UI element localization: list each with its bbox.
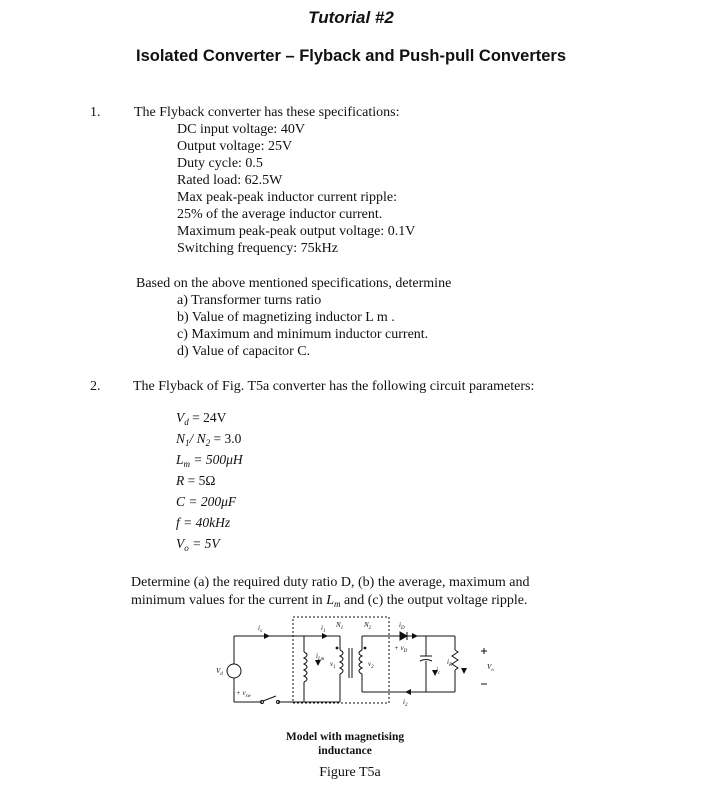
- spec-item: Switching frequency: 75kHz: [177, 241, 338, 256]
- param-r: R = 5Ω: [176, 473, 216, 488]
- label-vD: + $v_D$: [394, 644, 408, 654]
- question-number: 2.: [90, 379, 101, 394]
- label-n1: $N_1$: [336, 621, 344, 631]
- spec-item: 25% of the average inductor current.: [177, 207, 383, 222]
- label-ir: $i_R$: [447, 658, 453, 668]
- param-c: C = 200μF: [176, 494, 237, 509]
- flyback-circuit-diagram: [200, 612, 500, 724]
- figure-caption-line-1: Model with magnetising: [285, 731, 405, 743]
- secondary-winding: [359, 650, 362, 674]
- page-subtitle: Isolated Converter – Flyback and Push-pull Converters: [135, 47, 567, 65]
- question-intro: The Flyback of Fig. T5a converter has the following circuit parameters:: [133, 379, 535, 394]
- param-vd: $V_d = 24V$: [176, 410, 227, 427]
- primary-winding: [340, 650, 343, 674]
- label-vd: $V_d$: [216, 667, 223, 677]
- label-i2: $i_2$: [403, 698, 408, 708]
- param-turns-ratio: $N_1/$ $N_2 = 3.0$: [176, 431, 242, 448]
- task-item: b) Value of magnetizing inductor L m .: [177, 310, 395, 325]
- label-ic: $i_c$: [436, 666, 441, 676]
- label-n2: $N_2$: [364, 621, 372, 631]
- label-vo: $V_o$: [487, 663, 494, 673]
- label-i1: $i_1$: [321, 624, 326, 634]
- spec-item: DC input voltage: 40V: [177, 122, 305, 137]
- param-f: f = 40kHz: [176, 515, 231, 530]
- task-item: d) Value of capacitor C.: [177, 344, 311, 359]
- figure-caption-line-2: inductance: [318, 745, 372, 757]
- task-item: a) Transformer turns ratio: [177, 293, 322, 308]
- determine-line-1: Determine (a) the required duty ratio D, (b) the average, maximum and: [131, 575, 530, 590]
- label-v1: $v_1$: [330, 660, 336, 670]
- spec-item: Rated load: 62.5W: [177, 173, 283, 188]
- dc-source: [227, 664, 241, 678]
- label-is: $i_s$: [258, 624, 262, 634]
- magnetizing-inductor: [304, 652, 307, 682]
- figure-label: Figure T5a: [319, 765, 381, 780]
- task-item: c) Maximum and minimum inductor current.: [177, 327, 429, 342]
- label-vsw: + $v_{sw}$: [236, 689, 251, 699]
- determine-line-2: minimum values for the current in $L_m$ and (c) the output voltage ripple.: [131, 593, 528, 609]
- question-number: 1.: [90, 105, 101, 120]
- spec-item: Maximum peak-peak output voltage: 0.1V: [177, 224, 416, 239]
- page-title: Tutorial #2: [308, 8, 394, 27]
- spec-item: Output voltage: 25V: [177, 139, 293, 154]
- label-id: $i_D$: [399, 621, 405, 631]
- label-v2: $v_2$: [368, 660, 374, 670]
- question-intro: The Flyback converter has these specifications:: [134, 105, 400, 120]
- label-ilm: $i_{Lm}$: [316, 652, 325, 662]
- task-intro: Based on the above mentioned specifications, determine: [136, 276, 452, 291]
- spec-item: Max peak-peak inductor current ripple:: [177, 190, 398, 205]
- param-vo: $V_o = 5V$: [176, 536, 220, 553]
- param-lm: $L_m = 500\mu H$: [176, 452, 243, 469]
- spec-item: Duty cycle: 0.5: [177, 156, 263, 171]
